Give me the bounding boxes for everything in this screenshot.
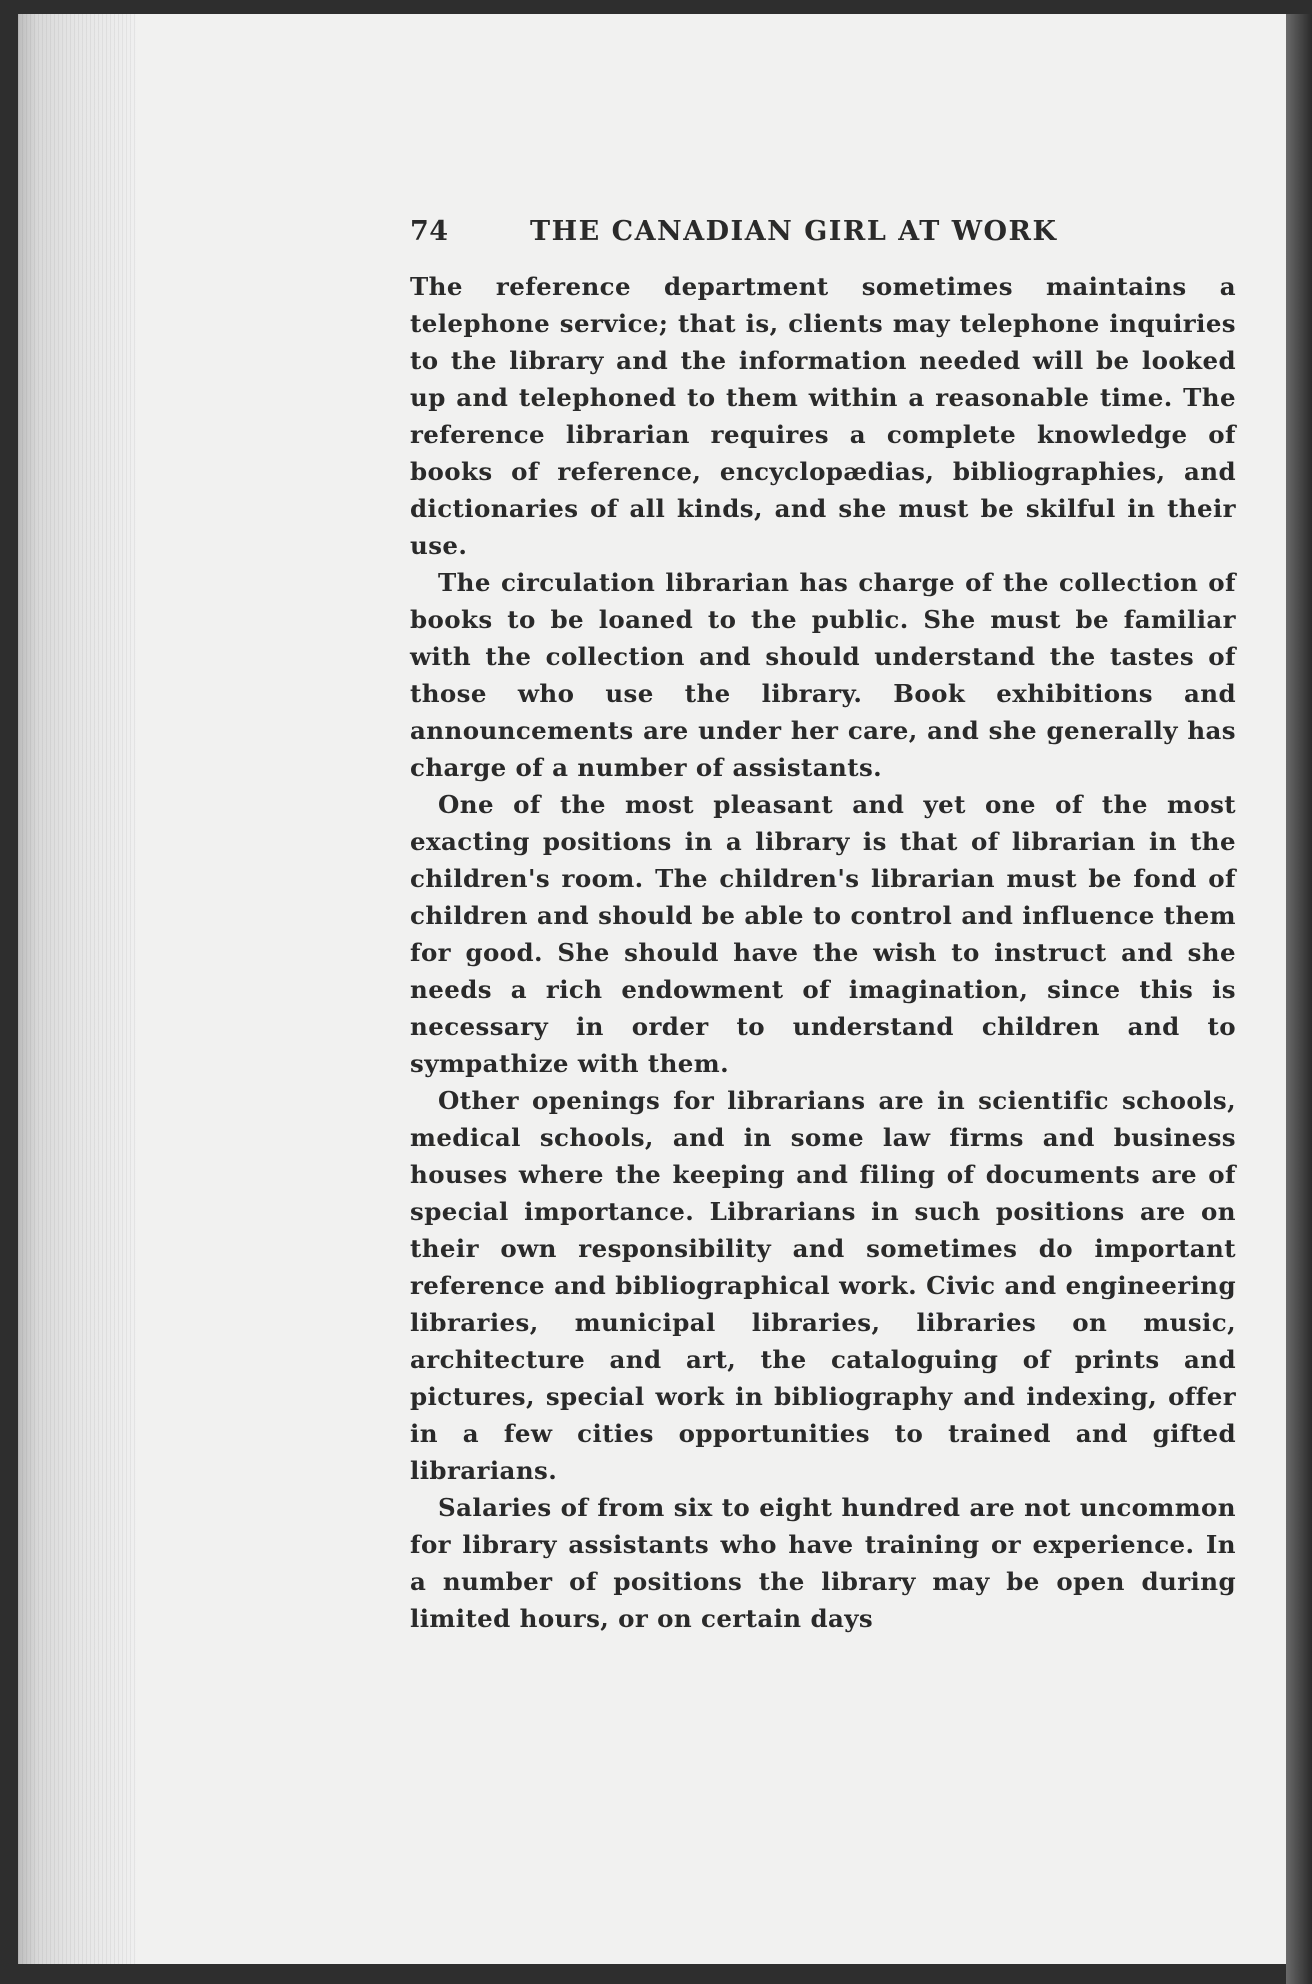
page-text-block [410,216,1236,1637]
paragraph-circulation-librarian: The circulation librarian has charge of the collection of books to be loaned to the public. She must be familiar with the collection and should understand the tastes of those who use the library. Book exhibitions and announcements are under her care, and she generally has charge of a number of assistants. [410,568,1236,782]
paragraph-reference-department: The reference department sometimes maintains a telephone service; that is, clients may telephone inquiries to the library and the information needed will be looked up and telephoned to them within a reasonable time. The reference librarian requires a complete knowledge of books of reference, encyclopædias, bibliographies, and dictionaries of all kinds, and she must be skilful in their use. [410,272,1236,560]
paragraph-other-openings: Other openings for librarians are in scientific schools, medical schools, and in some law firms and business houses where the keeping and filing of documents are of special importance. Librarians in such positions are on their own responsibility and sometimes do important reference and bibliographical work. Civic and engineering libraries, municipal libraries, libraries on music, architecture and art, the cataloguing of prints and pictures, special work in bibliography and indexing, offer in a few cities opportunities to trained and gifted librarians. [410,1086,1236,1485]
book-cover-edge [1286,14,1312,1984]
paragraph-salaries: Salaries of from six to eight hundred are not uncommon for library assistants who have training or experience. In a number of positions the library may be open during limited hours, or on certain days [410,1493,1236,1633]
page-number: 74 [410,216,449,247]
page-edges [18,14,138,1964]
paragraph-childrens-librarian: One of the most pleasant and yet one of the most exacting positions in a library is that of librarian in the children's room. The children's librarian must be fond of children and should be able to control and influence them for good. She should have the wish to instruct and she needs a rich endowment of imagination, since this is necessary in order to understand children and to sympathize with them. [410,790,1236,1078]
running-head [410,216,1236,256]
running-title: THE CANADIAN GIRL AT WORK [530,216,1058,247]
